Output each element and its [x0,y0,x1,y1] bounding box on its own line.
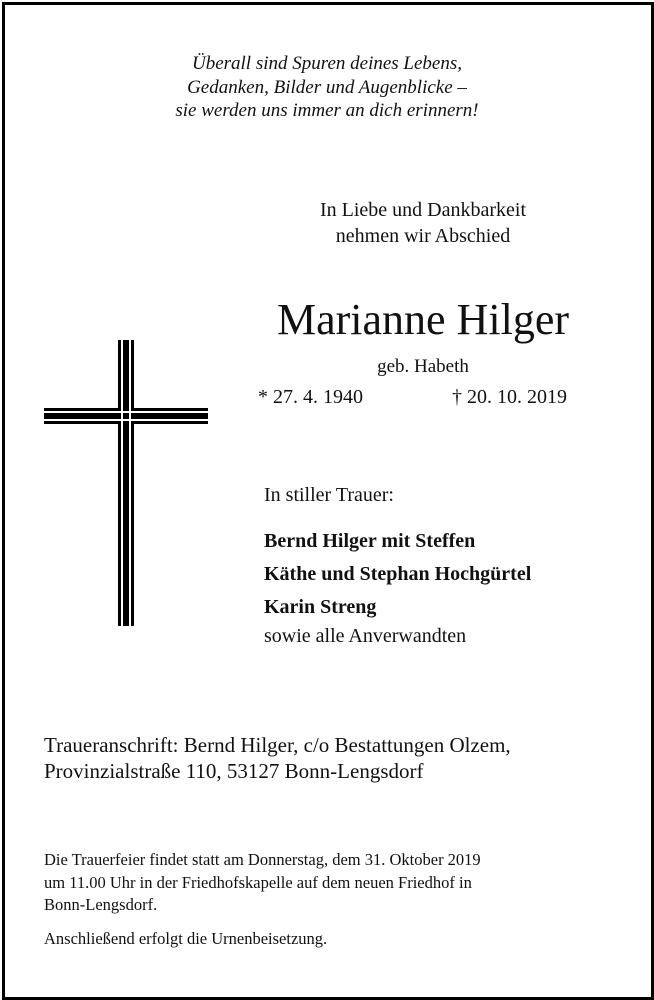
mourning-intro: In stiller Trauer: [264,484,394,506]
farewell-line: nehmen wir Abschied [335,225,511,247]
mourning-address [44,732,511,784]
address-line: Provinzialstraße 110, 53127 Bonn-Lengsdorf [44,759,424,783]
maiden-name: geb. Habeth [377,356,469,377]
death-date: † 20. 10. 2019 [452,386,567,408]
service-line: Bonn-Lengsdorf. [44,895,158,914]
mourner-name: Karin Streng [264,596,377,618]
mourners-list [264,525,531,624]
poem-line: Gedanken, Bilder und Augenblicke – [187,76,467,98]
mourner-name: Bernd Hilger mit Steffen [264,530,476,552]
birth-date: * 27. 4. 1940 [258,386,363,408]
poem-line: Überall sind Spuren deines Lebens, [191,53,463,74]
deceased-name: Marianne Hilger [277,295,569,344]
address-line: Traueranschrift: Bernd Hilger, c/o Bestattungen Olzem, [44,733,511,757]
cross-icon [44,340,208,626]
funeral-service-info [44,849,481,917]
farewell-line: In Liebe und Dankbarkeit [319,199,527,221]
urn-burial-note: Anschließend erfolgt die Urnenbeisetzung. [44,929,328,948]
memorial-poem [0,52,654,123]
mourner-name: Käthe und Stephan Hochgürtel [264,563,532,585]
service-line: um 11.00 Uhr in der Friedhofskapelle auf dem neuen Friedhof in [44,872,472,892]
relatives-note: sowie alle Anverwandten [264,625,467,647]
farewell-text [230,197,616,249]
poem-line: sie werden uns immer an dich erinnern! [175,100,479,121]
service-line: Die Trauerfeier findet statt am Donnerstag, dem 31. Oktober 2019 [44,850,481,869]
